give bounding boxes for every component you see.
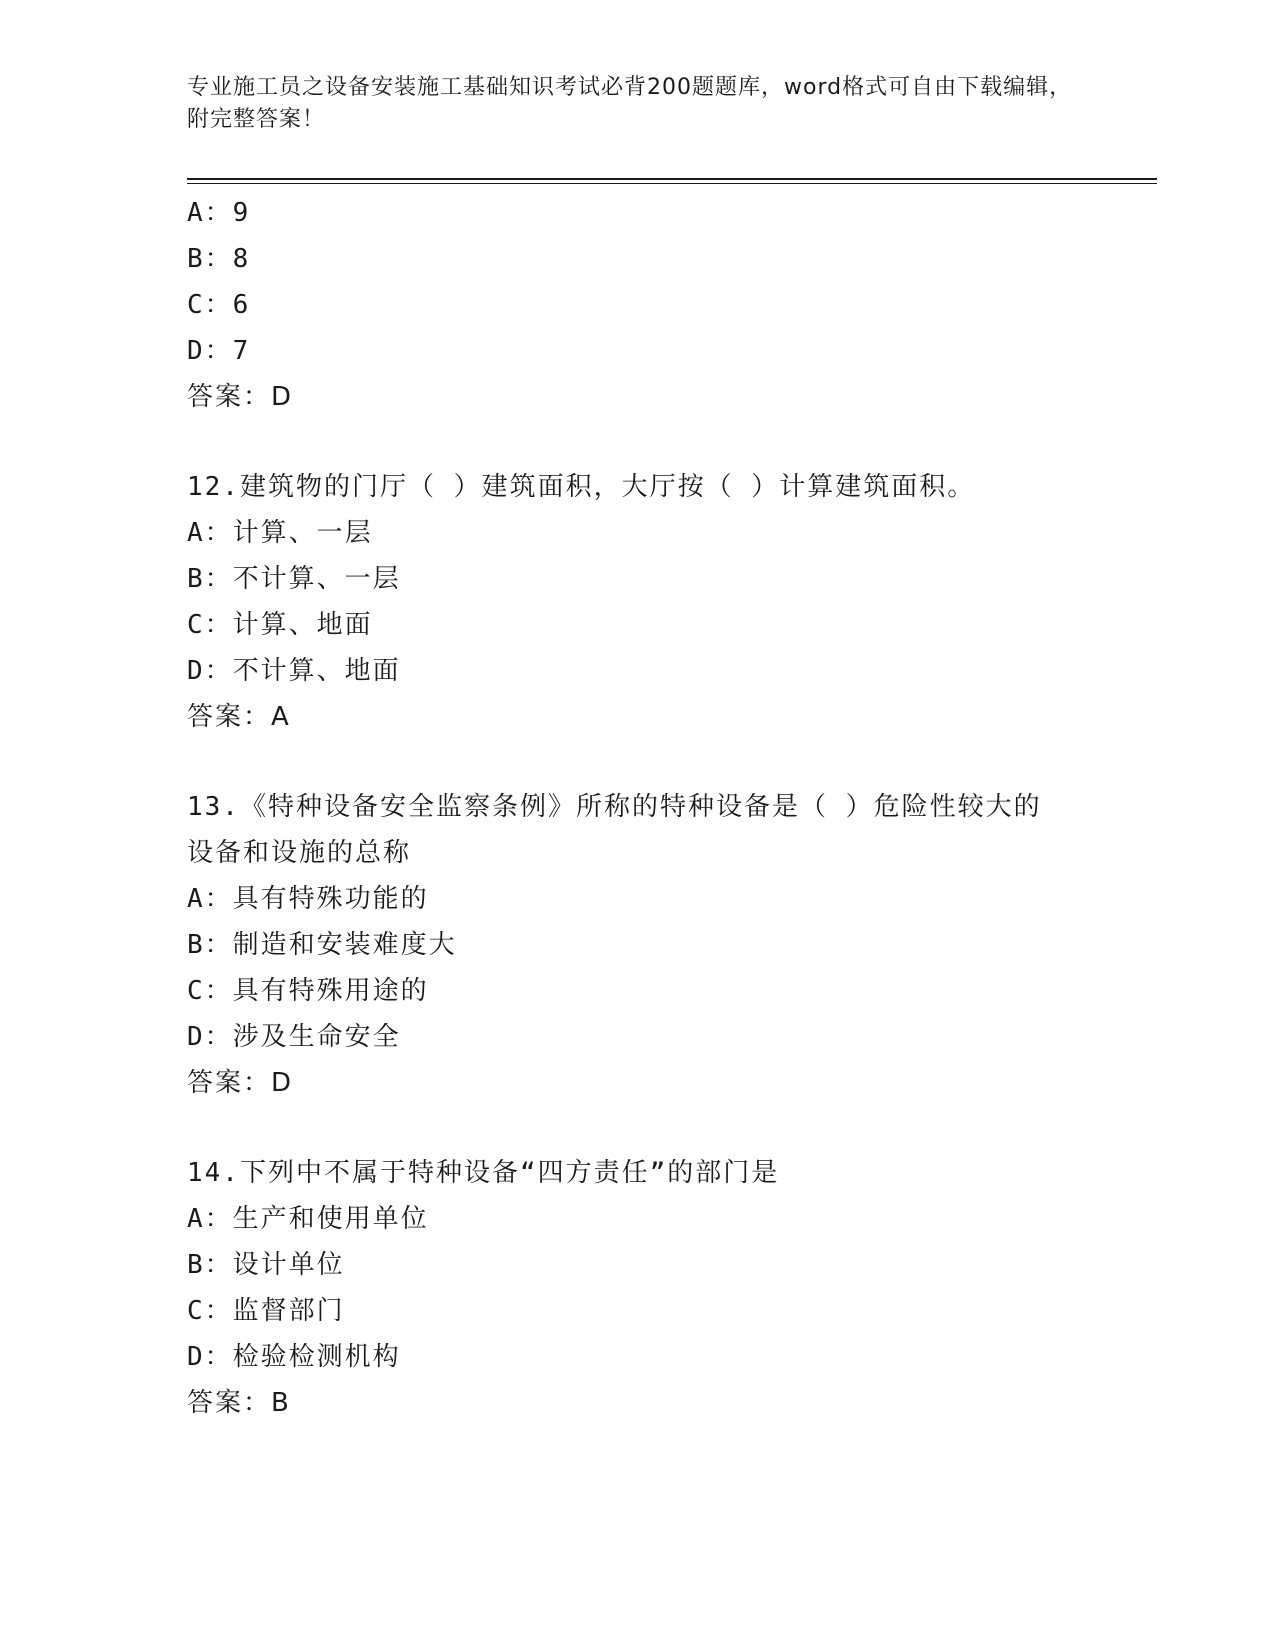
option-b: B：设计单位	[187, 1250, 345, 1280]
option-c: C：监督部门	[187, 1296, 345, 1326]
question-text: 14.下列中不属于特种设备“四方责任”的部门是	[187, 1158, 780, 1188]
answer: 答案：B	[187, 1388, 291, 1418]
option-a: A：具有特殊功能的	[187, 884, 429, 914]
question-13	[187, 784, 1147, 1106]
option-d: D：7	[187, 336, 251, 366]
option-d: D：涉及生命安全	[187, 1022, 401, 1052]
answer: 答案：D	[187, 382, 294, 412]
header-divider-thin	[187, 183, 1157, 184]
option-d: D：不计算、地面	[187, 656, 401, 686]
answer: 答案：A	[187, 702, 291, 732]
option-a: A：生产和使用单位	[187, 1204, 429, 1234]
option-b: B：8	[187, 244, 251, 274]
question-12	[187, 464, 1147, 740]
option-b: B：制造和安装难度大	[187, 930, 457, 960]
question-11-continued	[187, 190, 1147, 420]
question-14	[187, 1150, 1147, 1426]
header-divider	[187, 178, 1157, 180]
question-list	[187, 190, 1147, 1426]
document-header: 专业施工员之设备安装施工基础知识考试必背200题题库，word格式可自由下载编辑，附完整答案！	[187, 75, 1073, 132]
answer: 答案：D	[187, 1068, 294, 1098]
question-text: 13.《特种设备安全监察条例》所称的特种设备是（ ）危险性较大的设备和设施的总称	[187, 792, 1042, 868]
option-a: A：9	[187, 198, 251, 228]
option-c: C：计算、地面	[187, 610, 373, 640]
option-a: A：计算、一层	[187, 518, 373, 548]
option-b: B：不计算、一层	[187, 564, 401, 594]
question-text: 12.建筑物的门厅（ ）建筑面积，大厅按（ ）计算建筑面积。	[187, 472, 976, 502]
option-c: C：具有特殊用途的	[187, 976, 429, 1006]
option-d: D：检验检测机构	[187, 1342, 401, 1372]
option-c: C：6	[187, 290, 251, 320]
